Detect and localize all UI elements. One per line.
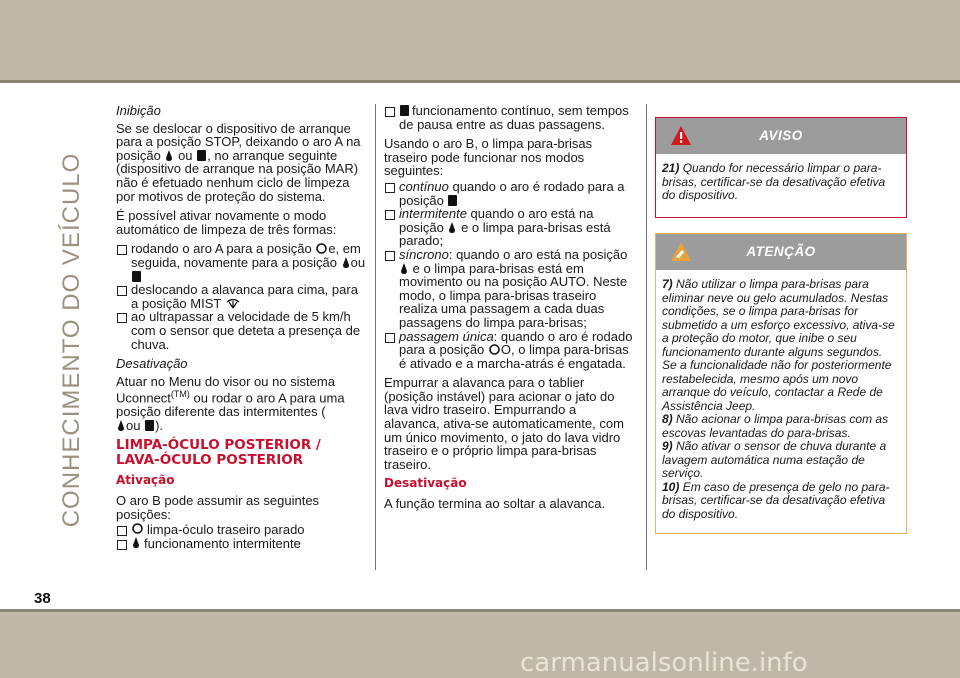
mist-wiper-icon [226, 299, 240, 309]
intermittent-icon [342, 257, 350, 268]
intermittent-icon [448, 222, 456, 233]
section-heading: LIMPA-ÓCULO POSTERIOR / LAVA-ÓCULO POSTERIOR [116, 437, 321, 469]
list-item: ao ultrapassar a velocidade de 5 km/h com o sensor que deteta a presença de chuva. [116, 310, 366, 351]
usando-paragraph: Usando o aro B, o limpa para-brisas traseiro pode funcionar nos modos seguintes: [384, 136, 593, 179]
list-item: intermitente quando o aro está na posição e o limpa para-brisas está parado; [384, 207, 634, 248]
column-1 [116, 104, 366, 550]
top-band-line [0, 80, 960, 83]
desativacao-paragraph: A função termina ao soltar a alavanca. [384, 496, 606, 512]
off-ring-icon [132, 523, 143, 534]
desativacao-heading: Desativação [384, 476, 467, 491]
inibicao-paragraph-2: É possível ativar novamente o modo automático de limpeza de três formas: [116, 208, 337, 237]
continuous-icon [197, 150, 206, 161]
column-divider [646, 104, 647, 570]
inibicao-title: Inibição [116, 103, 161, 118]
list-item: contínuo quando o aro é rodado para a posição [384, 180, 634, 207]
note-9: 9) Não ativar o sensor de chuva durante a lavagem automática numa estação de serviço. [662, 439, 887, 480]
intermittent-icon [117, 420, 125, 431]
top-band [0, 0, 960, 80]
list-item: limpa-óculo traseiro parado [116, 523, 366, 537]
atencao-title: ATENÇÃO [746, 244, 816, 259]
note-10: 10) Em caso de presença de gelo no para-brisas, certificar-se da desativação efetiva do dispositivo. [662, 479, 890, 521]
atencao-header [656, 234, 906, 270]
list-item: passagem única: quando o aro é rodado para a posição O, o limpa para-brisas é ativado e a marcha-atrás é engatada. [384, 330, 634, 371]
desativacao-paragraph: Atuar no Menu do visor ou no sistema Uconnect$^{(TM)}$ ou rodar o aro A para uma posição diferente das intermitentes ( ou ). [116, 373, 345, 433]
aviso-header [656, 118, 906, 154]
column-2 [384, 104, 634, 517]
inibicao-paragraph-1: Se se deslocar o dispositivo de arranque para a posição STOP, deixando o aro A na posição ou , no arranque seguinte (dispositivo de arranque na posição MAR) não é efetuado nenhum ciclo de limpeza por motivos de proteção do sistema. [116, 120, 361, 204]
atencao-box [655, 233, 907, 534]
list-item: síncrono: quando o aro está na posição e o limpa para-brisas está em movimento ou na posição AUTO. Neste modo, o limpa para-brisas traseiro realiza uma passagem a cada duas passagens do limpa para-brisas; [384, 248, 634, 330]
off-ring-icon [489, 344, 500, 355]
continuous-icon [145, 420, 154, 431]
note-8: 8) Não acionar o limpa para-brisas com as escovas levantadas do para-brisas. [662, 412, 889, 440]
off-ring-icon [316, 243, 327, 254]
note-7: 7) Não utilizar o limpa para-brisas para eliminar neve ou gelo acumulados. Nestas condições, se o limpa para-brisas for submetido a um esforço excessivo, ativa-se a proteção do motor, que inibe o seu funcionamento durante alguns segundos. Se a funcionalidade não for posteriormente restabelecida, mesmo após um novo arranque do veículo, contactar a Rede de Assistência Jeep. [662, 277, 895, 413]
bottom-band [0, 612, 960, 678]
aviso-title: AVISO [759, 128, 803, 143]
intermittent-icon [400, 263, 408, 274]
page-number: 38 [34, 590, 51, 607]
intermittent-icon [165, 150, 173, 161]
list-item: funcionamento contínuo, sem tempos de pausa entre as duas passagens. [384, 104, 634, 131]
intermittent-icon [132, 537, 140, 548]
atencao-body [656, 270, 906, 533]
aviso-body: 21) Quando for necessário limpar o para-brisas, certificar-se da desativação efetiva do dispositivo. [662, 161, 886, 202]
ativacao-paragraph: O aro B pode assumir as seguintes posições: [116, 492, 320, 522]
list-item: funcionamento intermitente [116, 537, 366, 551]
column-divider [375, 104, 376, 570]
continuous-icon [448, 195, 457, 206]
ativacao-title: Ativação [116, 473, 175, 488]
desativacao-title: Desativação [116, 356, 188, 372]
watermark: carmanualsonline.info [520, 648, 808, 678]
list-item: rodando o aro A para a posição e, em seguida, novamente para a posição ou [116, 242, 366, 283]
side-chapter-title: CONHECIMENTO DO VEÍCULO [58, 152, 85, 528]
list-item: deslocando a alavanca para cima, para a posição MIST [116, 283, 366, 310]
aviso-box [655, 117, 907, 218]
empurrar-paragraph: Empurrar a alavanca para o tablier (posição instável) para acionar o jato do lava vidro traseiro. Empurrando a alavanca, ativa-se automaticamente, com um único movimento, o jato do lava vidro traseiro e o próprio limpa para-brisas traseiro. [384, 375, 624, 472]
continuous-icon [132, 271, 141, 282]
continuous-icon [400, 105, 409, 116]
